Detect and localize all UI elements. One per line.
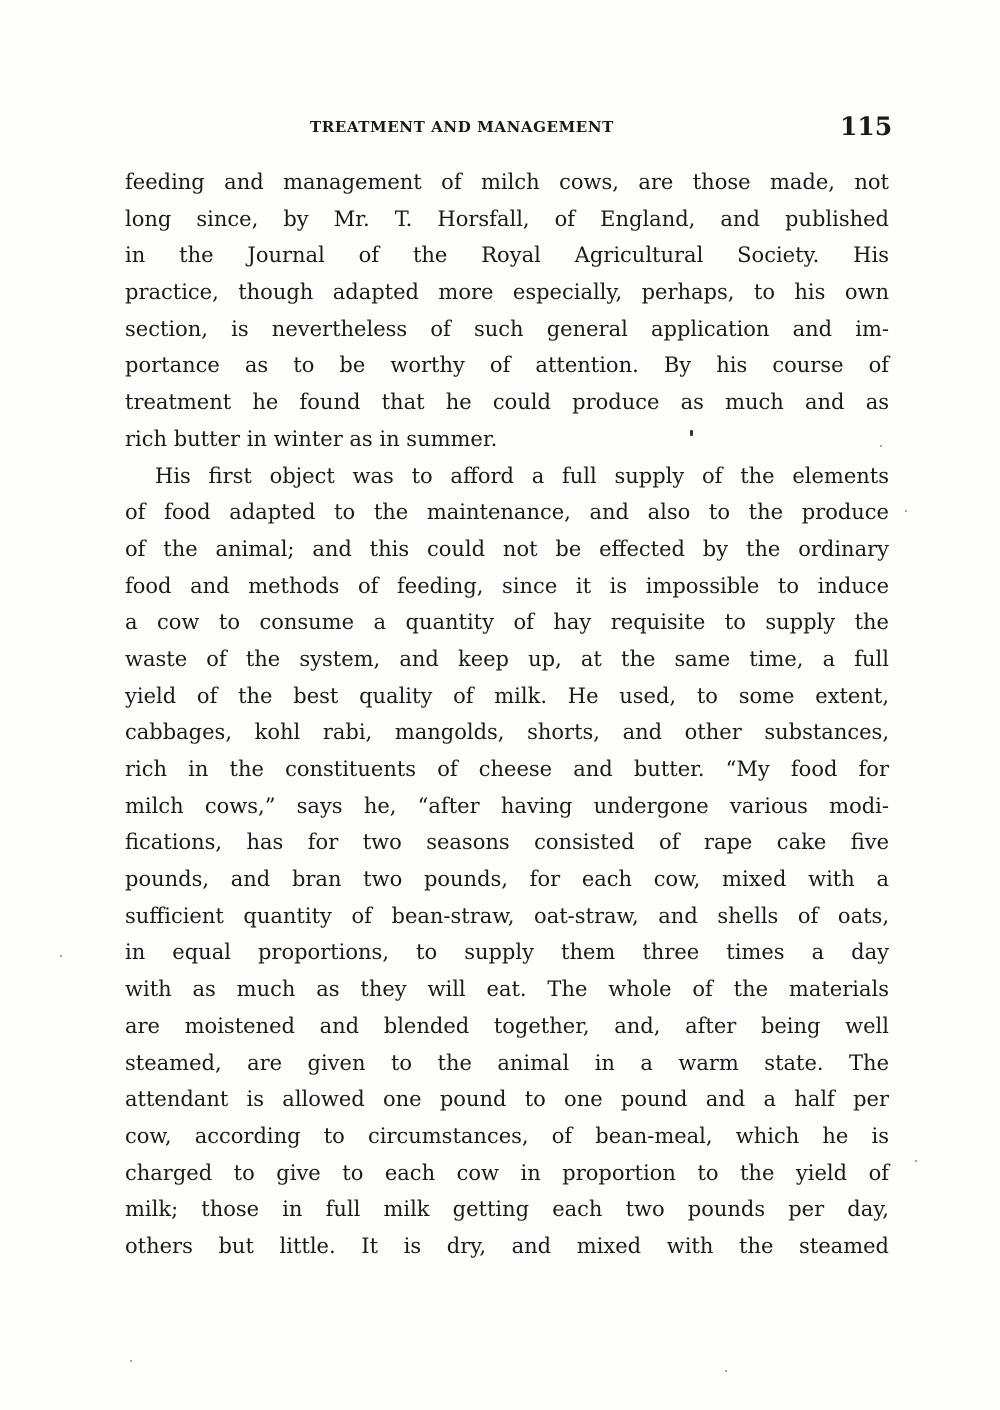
- text-line: His first object was to afford a full supply of the elements: [155, 463, 889, 488]
- text-line: sufficient quantity of bean-straw, oat-straw, and shells of oats,: [125, 903, 889, 928]
- text-line: with as much as they will eat. The whole of the materials: [125, 977, 889, 1002]
- text-line: others but little. It is dry, and mixed with the steamed: [125, 1233, 889, 1258]
- text-line: treatment he found that he could produce as much and as: [125, 390, 889, 415]
- text-line: portance as to be worthy of attention. By his course of: [125, 353, 889, 378]
- text-line: in equal proportions, to supply them three times a day: [125, 940, 889, 965]
- scan-speck: [725, 1370, 727, 1372]
- text-line: rich in the constituents of cheese and butter. “My food for: [125, 757, 889, 781]
- text-line: of food adapted to the maintenance, and also to the produce: [125, 500, 889, 525]
- scan-speck: [880, 445, 882, 447]
- scan-speck: [690, 430, 693, 436]
- scan-speck: [60, 955, 62, 957]
- text-line: food and methods of feeding, since it is impossible to induce: [125, 573, 889, 598]
- text-line: yield of the best quality of milk. He used, to some extent,: [125, 683, 889, 708]
- text-line: attendant is allowed one pound to one pound and a half per: [125, 1087, 889, 1112]
- text-line: charged to give to each cow in proportion to the yield of: [125, 1160, 889, 1185]
- text-line: cabbages, kohl rabi, mangolds, shorts, and other substances,: [125, 720, 889, 745]
- body-text: [125, 164, 889, 1265]
- scan-speck: [905, 510, 907, 512]
- text-line: milk; those in full milk getting each two pounds per day,: [125, 1197, 889, 1222]
- text-line: feeding and management of milch cows, are those made, not: [125, 170, 889, 194]
- text-line: are moistened and blended together, and, after being well: [125, 1013, 889, 1038]
- page-number: 115: [840, 112, 893, 141]
- text-line: steamed, are given to the animal in a warm state. The: [125, 1050, 889, 1075]
- text-line: fications, has for two seasons consisted of rape cake five: [125, 830, 889, 855]
- scan-speck: [915, 1160, 917, 1162]
- text-line: long since, by Mr. T. Horsfall, of England, and published: [125, 206, 889, 231]
- running-head: TREATMENT AND MANAGEMENT: [310, 118, 614, 136]
- text-line: of the animal; and this could not be effected by the ordinary: [125, 536, 889, 561]
- text-line: waste of the system, and keep up, at the same time, a full: [125, 646, 889, 671]
- text-line: rich butter in winter as in summer.: [125, 426, 498, 451]
- text-line: a cow to consume a quantity of hay requisite to supply the: [125, 610, 889, 635]
- text-line: in the Journal of the Royal Agricultural Society. His: [125, 243, 889, 268]
- text-line: practice, though adapted more especially, perhaps, to his own: [125, 280, 889, 305]
- text-line: cow, according to circumstances, of bean-meal, which he is: [125, 1123, 889, 1148]
- text-line: section, is nevertheless of such general application and im-: [125, 316, 889, 341]
- text-line: pounds, and bran two pounds, for each cow, mixed with a: [125, 867, 889, 892]
- text-line: milch cows,” says he, “after having undergone various modi-: [125, 793, 889, 818]
- scan-speck: [130, 1360, 132, 1362]
